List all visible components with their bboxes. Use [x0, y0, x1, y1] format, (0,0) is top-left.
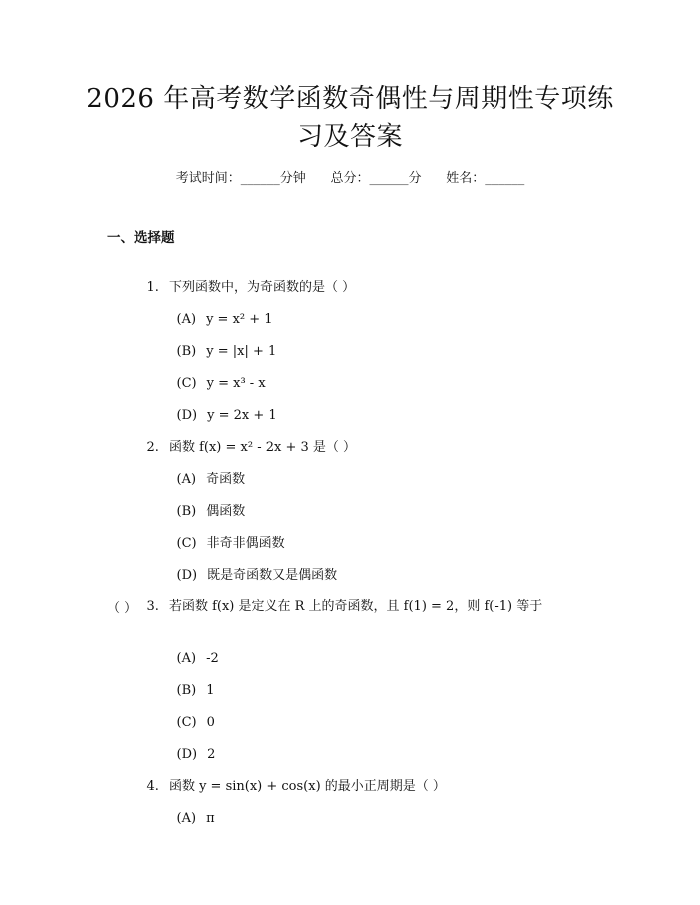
option-text: y = x² + 1 — [206, 312, 273, 327]
option-text: y = |x| + 1 — [206, 344, 277, 359]
option-label: (B) — [176, 344, 197, 359]
option-text: 2 — [207, 747, 216, 762]
question-3-continuation: （ ） — [107, 601, 138, 616]
option-label: (D) — [176, 747, 198, 762]
question-text: 下列函数中，为奇函数的是（ ） — [168, 280, 356, 295]
question-text: 函数 y = sin(x) + cos(x) 的最小正周期是（ ） — [168, 779, 446, 794]
option-text: 奇函数 — [206, 472, 246, 487]
option-text: -2 — [206, 651, 219, 666]
option-text: y = 2x + 1 — [207, 408, 277, 423]
question-text: 若函数 f(x) 是定义在 R 上的奇函数，且 f(1) = 2，则 f(-1) 等于 — [168, 599, 543, 614]
page-title-line-1: 2026 年高考数学函数奇偶性与周期性专项练 — [86, 84, 614, 114]
option-label: (A) — [176, 472, 197, 487]
question-number: 1. — [146, 280, 159, 295]
option-label: (A) — [176, 651, 197, 666]
option-label: (A) — [176, 312, 197, 327]
question-3 — [130, 580, 542, 634]
option-label: (A) — [176, 811, 197, 826]
page-title-line-2: 习及答案 — [296, 122, 403, 152]
option-text: 1 — [206, 683, 215, 698]
option-4a — [160, 792, 215, 846]
option-text: y = x³ - x — [206, 376, 266, 391]
option-text: π — [206, 811, 215, 826]
option-label: (D) — [176, 568, 198, 583]
option-text: 既是奇函数又是偶函数 — [207, 568, 338, 583]
question-number: 4. — [146, 779, 159, 794]
option-label: (B) — [176, 683, 197, 698]
option-label: (C) — [176, 376, 197, 391]
option-label: (C) — [176, 715, 197, 730]
question-number: 3. — [146, 599, 159, 614]
question-number: 2. — [146, 440, 159, 455]
option-label: (B) — [176, 504, 197, 519]
section-heading: 一、选择题 — [107, 230, 175, 246]
option-label: (D) — [176, 408, 198, 423]
exam-meta-line: 考试时间：______分钟 总分：______分 姓名：______ — [175, 171, 525, 186]
question-text: 函数 f(x) = x² - 2x + 3 是（ ） — [168, 440, 357, 455]
option-text: 0 — [206, 715, 215, 730]
option-label: (C) — [176, 536, 197, 551]
option-text: 非奇非偶函数 — [206, 536, 285, 551]
option-text: 偶函数 — [206, 504, 246, 519]
